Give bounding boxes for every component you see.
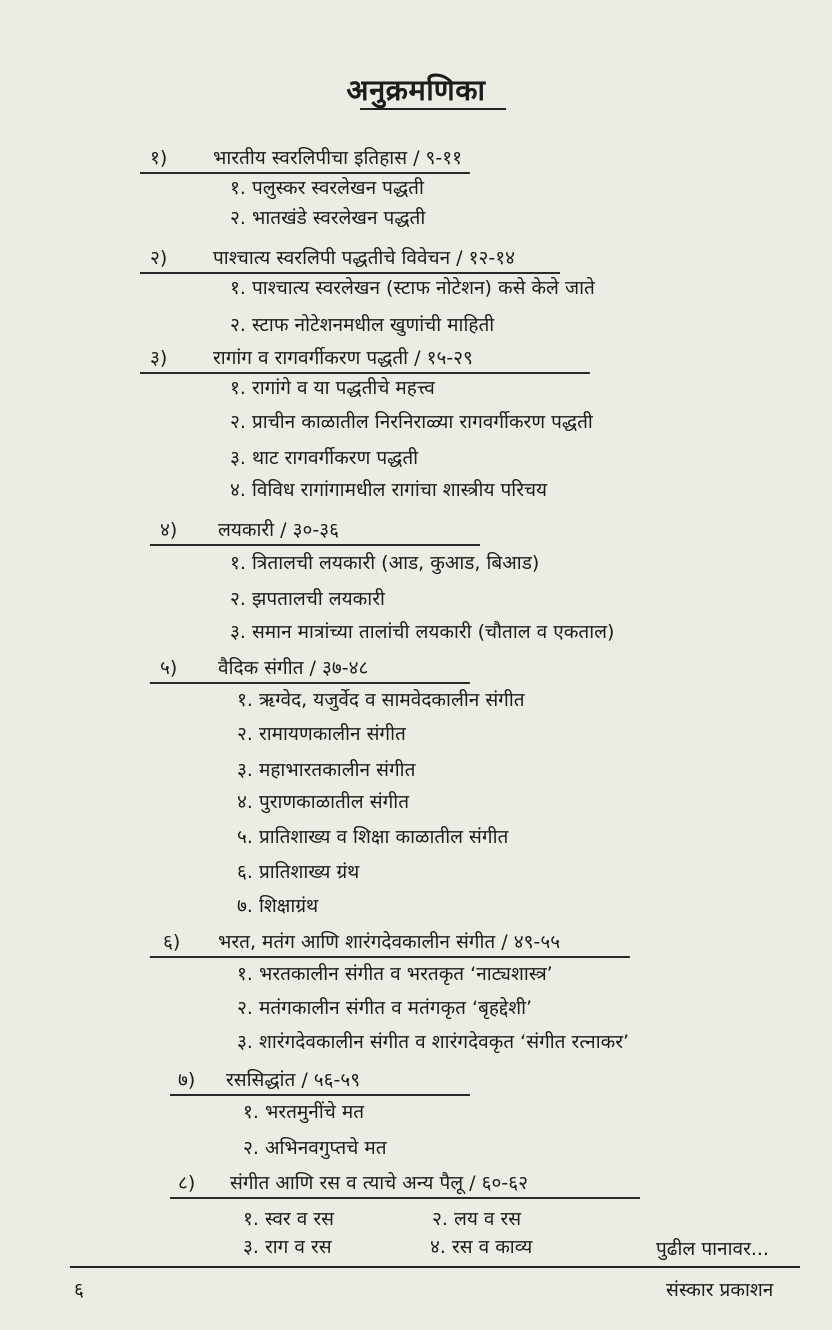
section-4-item-3: ३. समान मात्रांच्या तालांची लयकारी (चौताल व एकताल) (230, 621, 615, 643)
section-5-item-3: ३. महाभारतकालीन संगीत (237, 759, 416, 781)
section-8-item-4: ४. रस व काव्य (430, 1236, 533, 1258)
section-1-heading: भारतीय स्वरलिपीचा इतिहास / ९-११ (213, 147, 463, 169)
section-4-number: ४) (160, 519, 178, 541)
section-4-item-1: १. त्रितालची लयकारी (आड, कुआड, बिआड) (230, 552, 540, 574)
section-3-heading: रागांग व रागवर्गीकरण पद्धती / १५-२९ (213, 347, 473, 369)
footer-rule (70, 1266, 800, 1268)
section-5-number: ५) (160, 657, 178, 679)
section-2-rule (140, 272, 560, 274)
section-3-item-4: ४. विविध रागांगामधील रागांचा शास्त्रीय परिचय (230, 479, 548, 501)
section-7-item-2: २. अभिनवगुप्तचे मत (243, 1137, 387, 1159)
section-4-heading: लयकारी / ३०-३६ (218, 519, 339, 541)
section-3-number: ३) (150, 347, 168, 369)
section-3-item-3: ३. थाट रागवर्गीकरण पद्धती (230, 447, 419, 469)
section-7-rule (170, 1094, 470, 1096)
section-4-item-2: २. झपतालची लयकारी (230, 588, 385, 610)
section-5-item-7: ७. शिक्षाग्रंथ (237, 895, 319, 917)
section-6-number: ६) (163, 931, 181, 953)
section-5-item-2: २. रामायणकालीन संगीत (237, 723, 406, 745)
page-number: ६ (74, 1279, 84, 1301)
section-6-item-2: २. मतंगकालीन संगीत व मतंगकृत ‘बृहद्देशी’ (237, 997, 533, 1019)
continued-note: पुढील पानावर... (656, 1238, 769, 1260)
section-1-item-1: १. पलुस्कर स्वरलेखन पद्धती (230, 177, 424, 199)
section-2-item-2: २. स्टाफ नोटेशनमधील खुणांची माहिती (230, 314, 495, 336)
section-5-item-1: १. ऋग्वेद, यजुर्वेद व सामवेदकालीन संगीत (237, 689, 525, 711)
section-8-item-1: १. स्वर व रस (243, 1208, 334, 1230)
section-8-rule (170, 1197, 640, 1199)
section-3-rule (140, 372, 590, 374)
section-6-item-3: ३. शारंगदेवकालीन संगीत व शारंगदेवकृत ‘संगीत रत्नाकर’ (237, 1031, 630, 1053)
section-6-item-1: १. भरतकालीन संगीत व भरतकृत ‘नाट्यशास्त्र’ (237, 963, 553, 985)
section-1-item-2: २. भातखंडे स्वरलेखन पद्धती (230, 207, 426, 229)
section-7-heading: रससिद्धांत / ५६-५९ (226, 1069, 361, 1091)
section-1-rule (140, 172, 470, 174)
section-6-rule (150, 956, 630, 958)
section-8-number: ८) (178, 1172, 196, 1194)
section-5-rule (150, 682, 470, 684)
page-title: अनुक्रमणिका (346, 73, 486, 107)
section-7-item-1: १. भरतमुनींचे मत (243, 1101, 365, 1123)
section-5-item-6: ६. प्रातिशाख्य ग्रंथ (237, 861, 360, 883)
section-8-item-3: ३. राग व रस (243, 1236, 332, 1258)
title-underline (360, 108, 506, 110)
section-5-item-4: ४. पुराणकाळातील संगीत (237, 791, 410, 813)
section-1-number: १) (150, 147, 168, 169)
publisher-name: संस्कार प्रकाशन (666, 1279, 774, 1301)
section-6-heading: भरत, मतंग आणि शारंगदेवकालीन संगीत / ४९-५५ (218, 931, 561, 953)
section-7-number: ७) (178, 1069, 196, 1091)
section-2-heading: पाश्चात्य स्वरलिपी पद्धतीचे विवेचन / १२-१४ (213, 247, 515, 269)
section-2-number: २) (150, 247, 168, 269)
section-4-rule (150, 544, 480, 546)
section-8-heading: संगीत आणि रस व त्याचे अन्य पैलू / ६०-६२ (230, 1172, 528, 1194)
section-3-item-1: १. रागांगे व या पद्धतीचे महत्त्व (230, 377, 435, 399)
section-8-item-2: २. लय व रस (432, 1208, 522, 1230)
section-5-item-5: ५. प्रातिशाख्य व शिक्षा काळातील संगीत (237, 826, 509, 848)
section-2-item-1: १. पाश्चात्य स्वरलेखन (स्टाफ नोटेशन) कसे केले जाते (230, 277, 595, 299)
section-5-heading: वैदिक संगीत / ३७-४८ (218, 657, 369, 679)
section-3-item-2: २. प्राचीन काळातील निरनिराळ्या रागवर्गीकरण पद्धती (230, 411, 593, 433)
